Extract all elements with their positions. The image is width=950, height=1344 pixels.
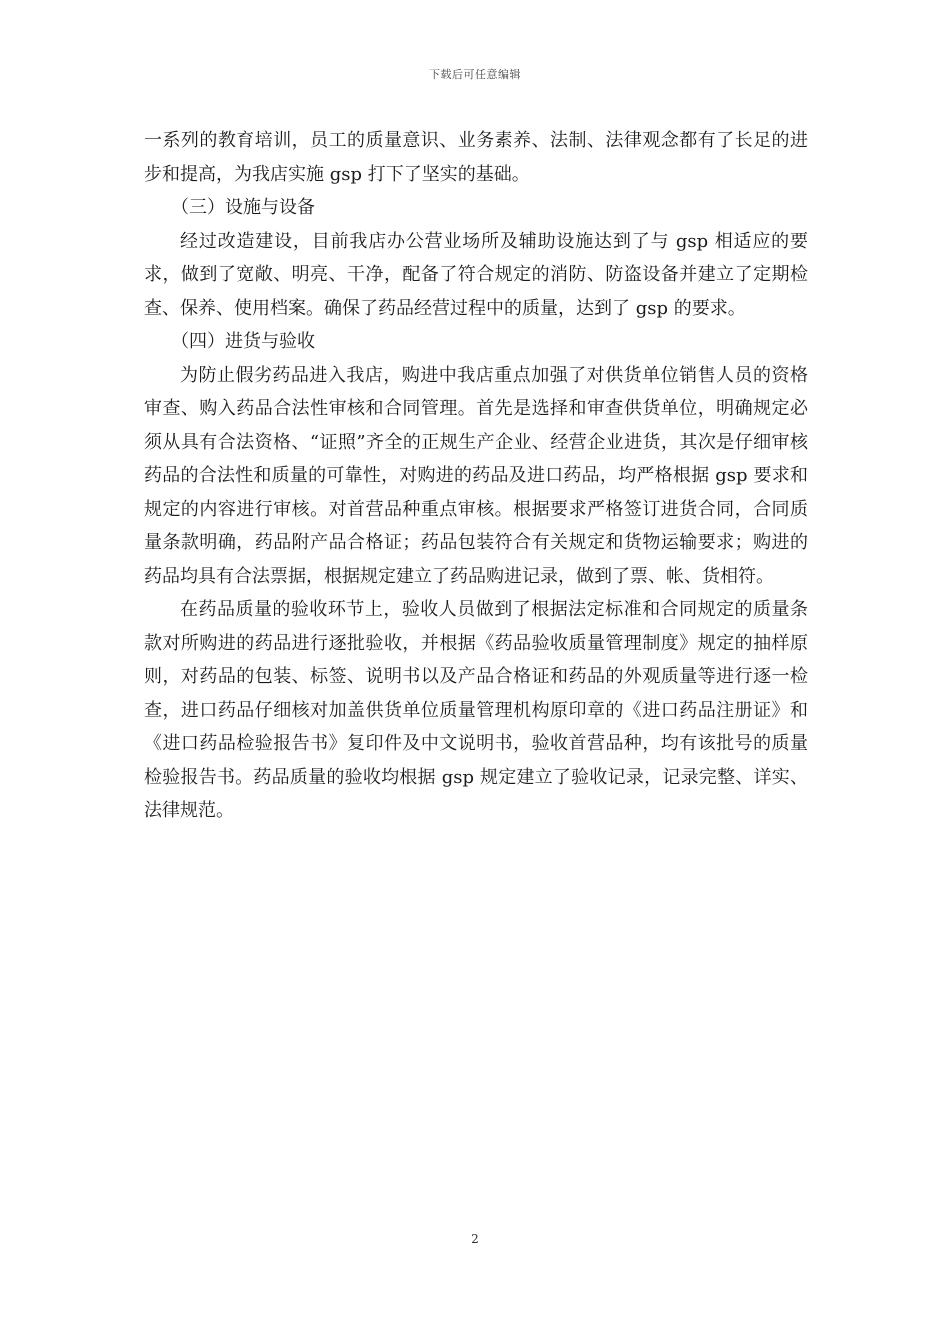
header-note: 下载后可任意编辑 <box>429 68 521 81</box>
paragraph-purchasing: 为防止假劣药品进入我店，购进中我店重点加强了对供货单位销售人员的资格审查、购入药品合法性审核和合同管理。首先是选择和审查供货单位，明确规定必须从具有合法资格、“证照”齐全的正规生产企业、经营企业进货，其次是仔细审核药品的合法性和质量的可靠性，对购进的药品及进口药品，均严格根据 gsp 要求和规定的内容进行审核。对首营品种重点审核。根据要求严格签订进货合同，合同质量条款明确，药品附产品合格证；药品包装符合有关规定和货物运输要求；购进的药品均具有合法票据，根据规定建立了药品购进记录，做到了票、帐、货相符。 <box>144 364 808 587</box>
section-heading-purchasing: （四）进货与验收 <box>171 331 315 352</box>
page-number: 2 <box>471 1232 479 1246</box>
section-heading-facilities: （三）设施与设备 <box>171 197 315 218</box>
document-body <box>144 124 808 828</box>
paragraph-facilities: 经过改造建设，目前我店办公营业场所及辅助设施达到了与 gsp 相适应的要求，做到了宽敞、明亮、干净，配备了符合规定的消防、防盗设备并建立了定期检查、保养、使用档案。确保了药品经营过程中的质量，达到了 gsp 的要求。 <box>144 230 808 319</box>
paragraph-acceptance: 在药品质量的验收环节上，验收人员做到了根据法定标准和合同规定的质量条款对所购进的药品进行逐批验收，并根据《药品验收质量管理制度》规定的抽样原则，对药品的包装、标签、说明书以及产品合格证和药品的外观质量等进行逐一检查，进口药品仔细核对加盖供货单位质量管理机构原印章的《进口药品注册证》和《进口药品检验报告书》复印件及中文说明书，验收首营品种，均有该批号的质量检验报告书。药品质量的验收均根据 gsp 规定建立了验收记录，记录完整、详实、法律规范。 <box>144 599 808 821</box>
paragraph-continuation: 一系列的教育培训，员工的质量意识、业务素养、法制、法律观念都有了长足的进步和提高，为我店实施 gsp 打下了坚实的基础。 <box>144 130 808 185</box>
